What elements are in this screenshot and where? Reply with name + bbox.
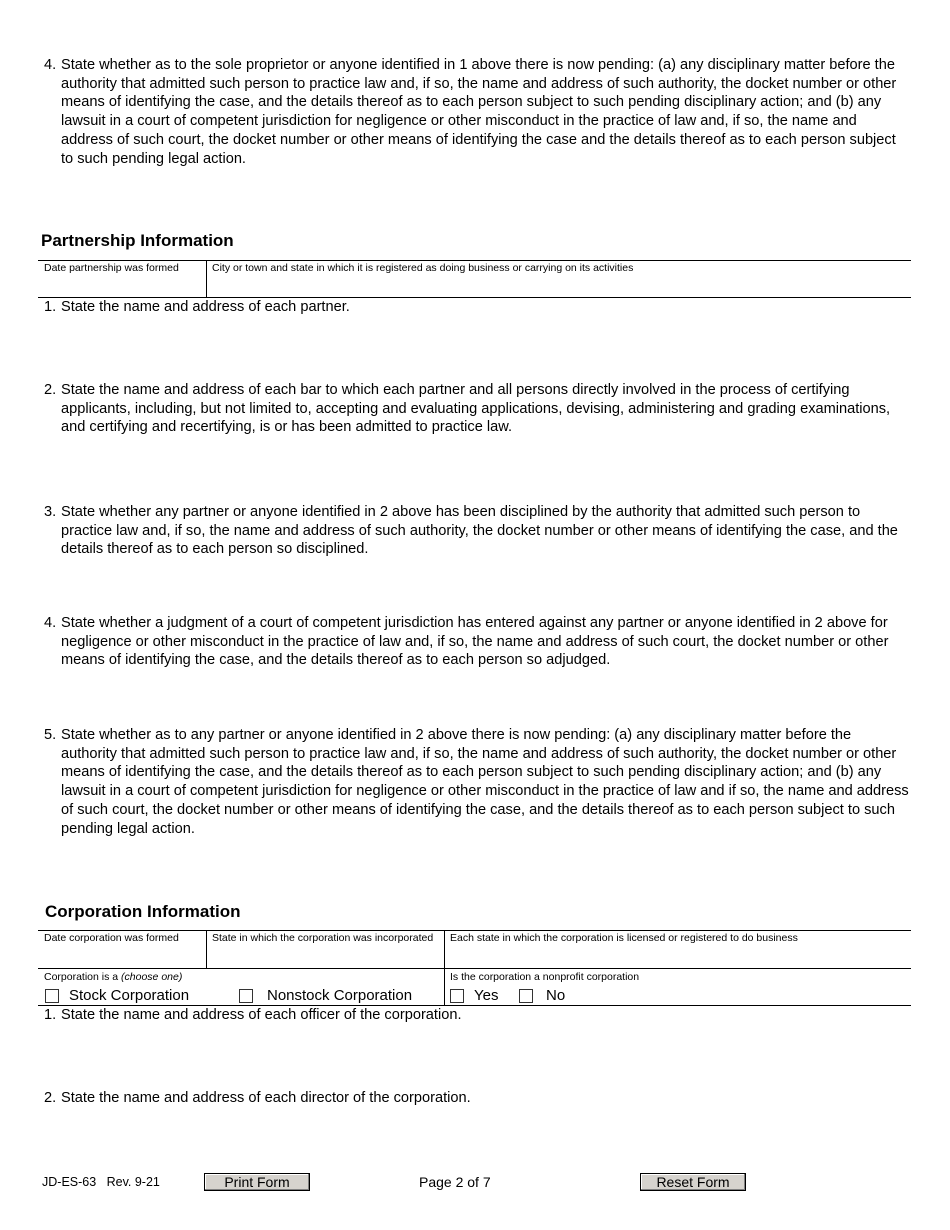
question-number: 1. <box>44 1007 57 1023</box>
corporation-state-field[interactable] <box>207 931 444 968</box>
partnership-date-field[interactable] <box>38 261 206 297</box>
partnership-question-4 <box>44 614 910 670</box>
corporation-date-field[interactable] <box>38 931 206 968</box>
corporation-date-label: Date corporation was formed <box>44 932 179 944</box>
partnership-section-title: Partnership Information <box>41 231 234 250</box>
nonstock-corporation-label: Nonstock Corporation <box>267 987 413 1004</box>
question-text: State the name and address of each director of the corporation. <box>61 1090 471 1106</box>
partnership-date-label: Date partnership was formed <box>44 262 179 274</box>
corporation-type-label: Corporation is a (choose one) <box>44 971 183 983</box>
page-number: Page 2 of 7 <box>419 1174 491 1190</box>
reset-form-button[interactable]: Reset Form <box>640 1173 746 1191</box>
stock-corporation-checkbox[interactable] <box>45 989 59 1003</box>
question-text: State the name and address of each officer of the corporation. <box>61 1007 462 1023</box>
corporation-question-2 <box>44 1089 910 1108</box>
question-number: 5. <box>44 727 57 743</box>
corporation-table-row-divider <box>38 968 911 969</box>
partnership-city-label: City or town and state in which it is registered as doing business or carrying on its activities <box>212 262 634 274</box>
partnership-question-3 <box>44 503 910 559</box>
corporation-section-title: Corporation Information <box>45 902 241 921</box>
print-form-button[interactable]: Print Form <box>204 1173 310 1191</box>
question-number: 2. <box>44 1090 57 1106</box>
corporation-type-hint: (choose one) <box>121 971 183 983</box>
nonprofit-no-checkbox[interactable] <box>519 989 533 1003</box>
question-text: State the name and address of each partner. <box>61 299 350 315</box>
partnership-table <box>38 260 911 298</box>
corporation-each-state-field[interactable] <box>445 931 911 968</box>
partnership-question-1 <box>44 298 910 317</box>
partnership-city-field[interactable] <box>207 261 911 297</box>
question-number: 1. <box>44 299 57 315</box>
nonprofit-label: Is the corporation a nonprofit corporation <box>450 971 640 983</box>
nonprofit-no-label: No <box>546 987 566 1004</box>
corporation-question-1 <box>44 1006 910 1025</box>
corporation-table <box>38 930 911 1006</box>
question-text: State the name and address of each bar to which each partner and all persons directly involved in the process of certifying applicants, including, but not limited to, accepting and evaluating applications, devising, administering and grading examinations, and certifying and recertifying, is or has been admitted to practice law. <box>61 382 891 436</box>
question-number: 4. <box>44 57 57 73</box>
nonstock-corporation-checkbox[interactable] <box>239 989 253 1003</box>
corporation-each-state-label: Each state in which the corporation is licensed or registered to do business <box>450 932 798 944</box>
nonprofit-yes-checkbox[interactable] <box>450 989 464 1003</box>
question-text: State whether as to the sole proprietor or anyone identified in 1 above there is now pending: (a) any disciplinary matter before the authority that admitted such person to practice law and, if so, the name and address of such authority, the docket number or other means of identifying the case, and the details thereof as to each person subject to such pending disciplinary action; and (b) any lawsuit in a court of competent jurisdiction for negligence or other misconduct in the practice of law and, if so, the name and address of such court, the docket number or other means of identifying the case and the details thereof as to each person subject to such pending legal action. <box>61 57 897 167</box>
sole-proprietor-question-4 <box>44 56 910 168</box>
stock-corporation-label: Stock Corporation <box>69 987 190 1004</box>
question-text: State whether any partner or anyone identified in 2 above has been disciplined by the authority that admitted such person to practice law and, if so, the name and address of such authority, the docket number or other means of identifying the case, and the details thereof as to each person so disciplined. <box>61 504 898 558</box>
question-text: State whether a judgment of a court of competent jurisdiction has entered against any partner or anyone identified in 2 above for negligence or other misconduct in the practice of law and, if so, the name and address of such court, the docket number or other means of identifying the case, and the details thereof as to each person so adjudged. <box>61 615 889 669</box>
question-number: 2. <box>44 382 57 398</box>
question-text: State whether as to any partner or anyone identified in 2 above there is now pending: (a) any disciplinary matter before the authority that admitted such person to practice law and, if so, the name and address of such authority, the docket number or other means of identifying the case, and the details thereof as to each person subject to such pending disciplinary action; and (b) any lawsuit in a court of competent jurisdiction for negligence or other misconduct in the practice of law and if so, the name and address of such court, the docket number or other means of identifying the case, and the details thereof as to each person subject to such pending legal action. <box>61 727 909 837</box>
question-number: 3. <box>44 504 57 520</box>
corporation-state-label: State in which the corporation was incorporated <box>212 932 434 944</box>
partnership-question-2 <box>44 381 910 437</box>
form-id: JD-ES-63 Rev. 9-21 <box>42 1175 160 1189</box>
partnership-question-5 <box>44 726 910 838</box>
question-number: 4. <box>44 615 57 631</box>
nonprofit-yes-label: Yes <box>474 987 499 1004</box>
